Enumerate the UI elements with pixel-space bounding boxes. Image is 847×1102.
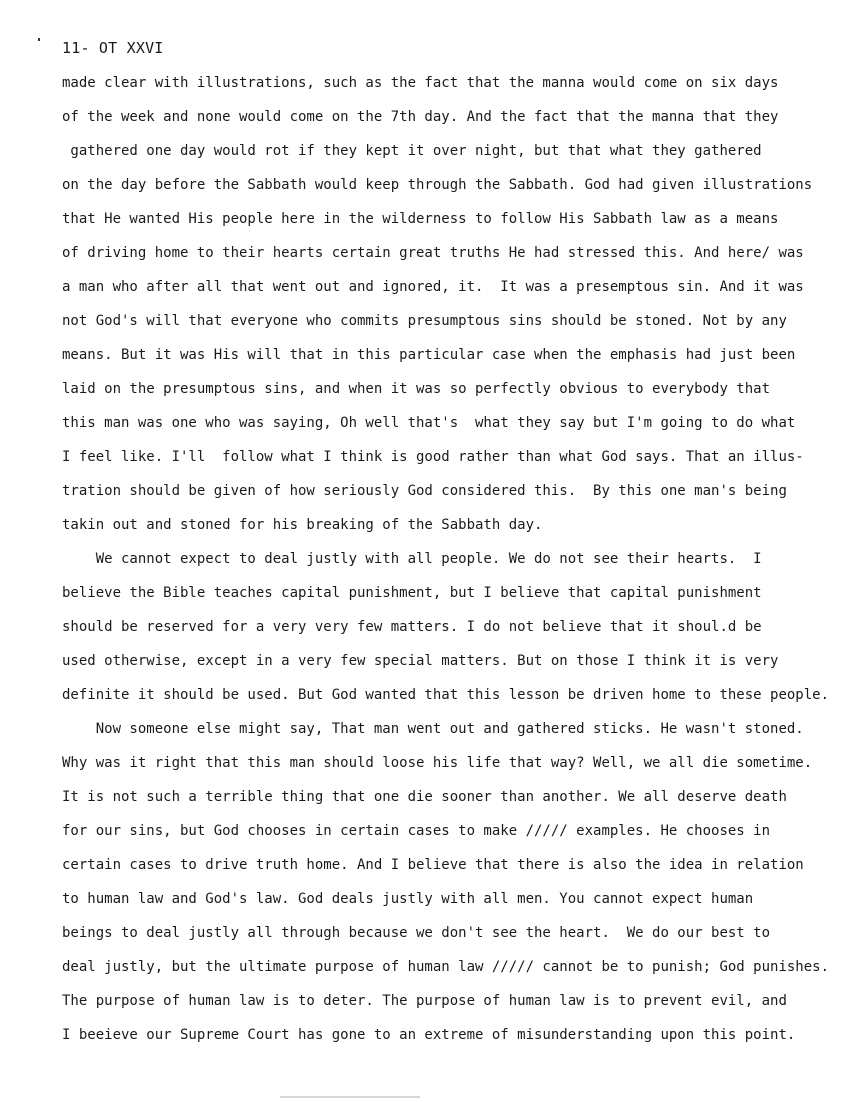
text-line: The purpose of human law is to deter. The purpose of human law is to prevent evil, and [62,993,787,1009]
text-line: It is not such a terrible thing that one die sooner than another. We all deserve death [62,789,787,805]
text-line: that He wanted His people here in the wilderness to follow His Sabbath law as a means [62,211,779,227]
text-line: tration should be given of how seriously God considered this. By this one man's being [62,483,787,499]
margin-mark [38,38,40,41]
text-line: Why was it right that this man should loose his life that way? Well, we all die sometime. [62,755,813,771]
text-line: a man who after all that went out and ignored, it. It was a presemptous sin. And it was [62,279,804,295]
text-line: believe the Bible teaches capital punishment, but I believe that capital punishment [62,585,762,601]
text-line: gathered one day would rot if they kept it over night, but that what they gathered [62,143,762,159]
text-line: certain cases to drive truth home. And I believe that there is also the idea in relation [62,857,804,873]
text-line: means. But it was His will that in this particular case when the emphasis had just been [62,347,796,363]
scan-smudge [280,1096,420,1098]
text-line: of driving home to their hearts certain great truths He had stressed this. And here/ was [62,245,804,261]
text-line: to human law and God's law. God deals justly with all men. You cannot expect human [62,891,754,907]
text-line: of the week and none would come on the 7th day. And the fact that the manna that they [62,109,779,125]
text-line: takin out and stoned for his breaking of the Sabbath day. [62,517,543,533]
page-header: 11- OT XXVI [62,39,164,57]
text-line: made clear with illustrations, such as the fact that the manna would come on six days [62,75,779,91]
text-line: beings to deal justly all through because we don't see the heart. We do our best to [62,925,771,941]
text-line: We cannot expect to deal justly with all people. We do not see their hearts. I [62,551,762,567]
text-line: deal justly, but the ultimate purpose of human law ///// cannot be to punish; God punishes. [62,959,830,975]
text-line: not God's will that everyone who commits presumptous sins should be stoned. Not by any [62,313,787,329]
text-line: definite it should be used. But God wanted that this lesson be driven home to these people. [62,687,830,703]
text-line: I feel like. I'll follow what I think is good rather than what God says. That an illus- [62,449,804,465]
text-line: laid on the presumptous sins, and when it was so perfectly obvious to everybody that [62,381,771,397]
text-line: should be reserved for a very very few matters. I do not believe that it shoul.d be [62,619,762,635]
text-line: for our sins, but God chooses in certain cases to make ///// examples. He chooses in [62,823,771,839]
text-line: I beeieve our Supreme Court has gone to an extreme of misunderstanding upon this point. [62,1027,796,1043]
text-line: this man was one who was saying, Oh well that's what they say but I'm going to do what [62,415,796,431]
text-line: Now someone else might say, That man went out and gathered sticks. He wasn't stoned. [62,721,804,737]
text-line: on the day before the Sabbath would keep through the Sabbath. God had given illustrations [62,177,813,193]
text-line: used otherwise, except in a very few special matters. But on those I think it is very [62,653,779,669]
